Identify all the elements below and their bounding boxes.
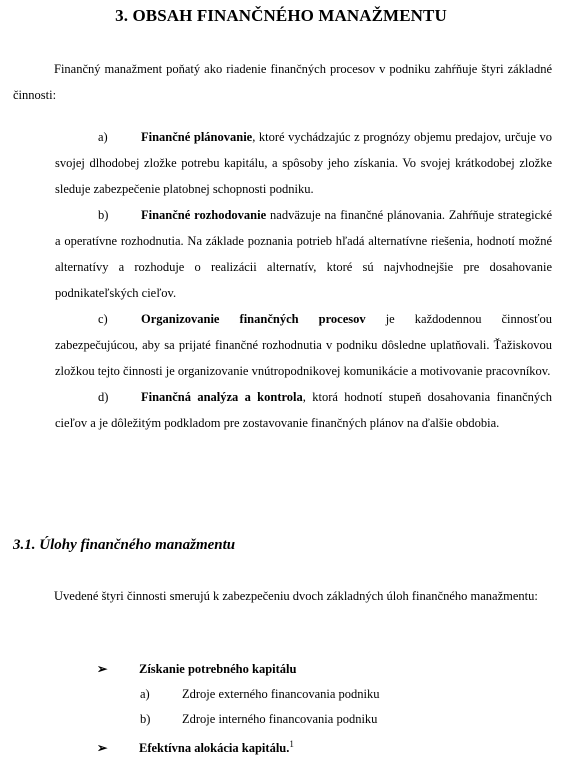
list-item bbox=[55, 202, 552, 306]
bullet-item-allocation bbox=[97, 731, 294, 761]
item-term: Organizovanie finančných procesov bbox=[141, 312, 366, 326]
activity-list bbox=[55, 124, 552, 436]
item-text: je každodennou činnosťou zabezpečujúcou, aby sa prijaté finančné rozhodnutia v podniku dôsledne uplatňovali. Ťažiskovou zložkou tejto činnosti je organizovanie vnútropodnikovej komunikácie a motivovanie pracovníkov. bbox=[55, 312, 552, 378]
arrow-bullet-icon: ➢ bbox=[97, 662, 108, 676]
intro-paragraph: Finančný manažment poňatý ako riadenie finančných procesov v podniku zahŕňuje štyri základné činnosti: bbox=[13, 62, 552, 102]
list-item bbox=[55, 306, 552, 384]
list-item bbox=[55, 384, 552, 436]
sub-item-text: Zdroje externého financovania podniku bbox=[182, 687, 380, 701]
item-text: , ktorá hodnotí stupeň dosahovania finančných cieľov a je dôležitým podkladom pre zostavovanie finančných plánov na ďalšie obdobia. bbox=[55, 390, 552, 430]
list-item bbox=[55, 124, 552, 202]
item-text: nadväzuje na finančné plánovania. Zahŕňuje strategické a operatívne rozhodnutia. Na základe poznania potrieb hľadá alternatívne riešenia, hodnotí možné alternatívy a rozhoduje o realizácii alternatív, ktoré sú najvhodnejšie pre dosahovanie podnikateľských cieľov. bbox=[55, 208, 553, 300]
footnote-marker[interactable]: 1 bbox=[289, 739, 294, 749]
item-letter: c) bbox=[98, 312, 108, 326]
item-term: Finančné rozhodovanie bbox=[141, 208, 267, 222]
bullet-text: Získanie potrebného kapitálu bbox=[139, 662, 297, 676]
item-letter: d) bbox=[98, 390, 109, 404]
item-letter: b) bbox=[98, 208, 109, 222]
item-text: , ktoré vychádzajúc z prognózy objemu predajov, určuje vo svojej dlhodobej zložke potrebu kapitálu, a spôsoby jeho získania. Vo svojej krátkodobej zložke sleduje zabezpečenie platobnej schopnosti podniku. bbox=[55, 130, 552, 196]
bullet-text: Efektívna alokácia kapitálu. bbox=[139, 741, 290, 756]
item-term: Finančná analýza a kontrola bbox=[141, 390, 303, 404]
sub-item-external bbox=[140, 681, 380, 707]
bullet-item-capital bbox=[97, 656, 296, 682]
item-letter: a) bbox=[98, 130, 108, 144]
item-term: Finančné plánovanie bbox=[141, 130, 253, 144]
sub-item-text: Zdroje interného financovania podniku bbox=[182, 712, 378, 726]
sub-item-letter: b) bbox=[140, 712, 151, 726]
sub-item-letter: a) bbox=[140, 687, 150, 701]
section-intro-paragraph: Uvedené štyri činnosti smerujú k zabezpečeniu dvoch základných úloh finančného manažmentu: bbox=[54, 589, 538, 603]
arrow-bullet-icon: ➢ bbox=[97, 741, 108, 756]
section-heading: 3.1. Úlohy finančného manažmentu bbox=[13, 537, 236, 553]
sub-item-internal bbox=[140, 706, 377, 732]
chapter-heading: 3. OBSAH FINANČNÉHO MANAŽMENTU bbox=[115, 6, 447, 25]
